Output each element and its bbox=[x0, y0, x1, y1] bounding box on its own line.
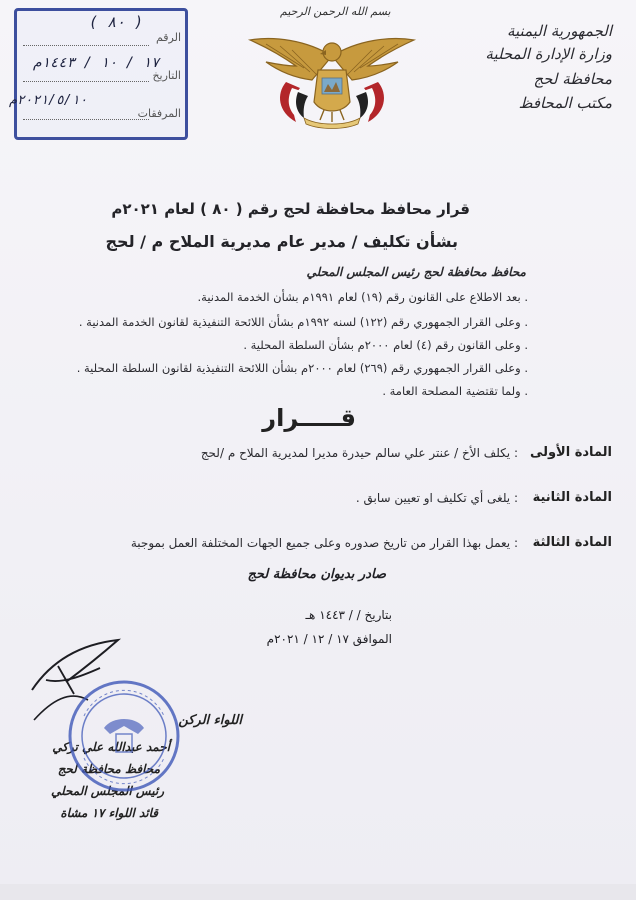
reference-box bbox=[9, 8, 188, 140]
preamble-line: . ولما تقتضية المصلحة العامة . bbox=[382, 384, 528, 398]
footer-bar bbox=[0, 884, 636, 900]
signatory-council: رئيس المجلس المحلي bbox=[50, 784, 164, 798]
preamble-line: . وعلى القانون رقم (٤) لعام ٢٠٠٠م بشأن السلطة المحلية . bbox=[243, 338, 528, 352]
signatory-name: أحمد عبدالله علي تركي bbox=[52, 740, 170, 754]
decision-title: قرار محافظ محافظة لحج رقم ( ٨٠ ) لعام ٢٠٢١م bbox=[111, 200, 470, 218]
ref-date-value: ١٧ / ١٠ / ١٤٤٣م bbox=[33, 55, 160, 71]
article-2-label: المادة الثانية bbox=[532, 490, 612, 505]
issuer-line-office: مكتب المحافظ bbox=[518, 94, 612, 112]
issuer-line-governorate: محافظة لحج bbox=[533, 70, 612, 88]
hijri-date: بتاريخ / / ١٤٤٣ هـ bbox=[305, 608, 392, 622]
article-3-label: المادة الثالثة bbox=[532, 535, 612, 550]
preamble-heading: محافظ محافظة لحج رئيس المجلس المحلي bbox=[306, 265, 526, 279]
article-3-text: : يعمل بهذا القرار من تاريخ صدوره وعلى جميع الجهات المختلفة العمل بموجبة bbox=[130, 536, 518, 550]
official-stamp-icon bbox=[64, 676, 184, 796]
yemen-eagle-emblem-icon bbox=[246, 22, 418, 134]
preamble-line: . بعد الاطلاع على القانون رقم (١٩) لعام ١٩٩١م بشأن الخدمة المدنية. bbox=[197, 290, 528, 304]
ref-dotted-line bbox=[23, 45, 149, 46]
gregorian-date: الموافق ١٧ / ١٢ / ٢٠٢١م bbox=[266, 632, 392, 646]
decision-word: قـــــرار bbox=[262, 404, 356, 432]
signatory-title: محافظ محافظة لحج bbox=[57, 762, 160, 776]
ref-greg-date-value: ٢٠٢١/٥/١٠م bbox=[9, 93, 88, 108]
preamble-line: . وعلى القرار الجمهوري رقم (٢٦٩) لعام ٢٠٠٠م بشأن اللائحة التنفيذية لقانون السلطة المحلية . bbox=[76, 361, 528, 375]
signatory-rank: اللواء الركن bbox=[178, 713, 242, 728]
ref-label-number: الرقم bbox=[155, 31, 181, 44]
preamble-line: . وعلى القرار الجمهوري رقم (١٢٢) لسنه ١٩٩٢م بشأن اللائحة التنفيذية لقانون الخدمة المدنية . bbox=[78, 315, 528, 329]
ref-number-value: ( ٨٠ ) bbox=[89, 13, 144, 31]
basmala: بسم الله الرحمن الرحيم bbox=[280, 5, 391, 18]
signatory-command: قائد اللواء ١٧ مشاة bbox=[60, 806, 158, 820]
issuer-line-ministry: وزارة الإدارة المحلية bbox=[485, 45, 612, 63]
article-2-text: : يلغى أي تكليف او تعيين سابق . bbox=[355, 491, 518, 505]
issuer-line-country: الجمهورية اليمنية bbox=[506, 22, 612, 40]
ref-label-date: التاريخ bbox=[152, 69, 181, 82]
article-1-text: : يكلف الأخ / عنتر علي سالم حيدرة مديرا لمديرية الملاح م /لحج bbox=[200, 446, 518, 460]
issued-at: صادر بديوان محافظة لحج bbox=[247, 567, 386, 582]
ref-label-attachments: المرفقات bbox=[137, 107, 181, 120]
ref-dotted-line bbox=[23, 81, 149, 82]
ref-dotted-line bbox=[23, 119, 149, 120]
decision-subject: بشأن تكليف / مدير عام مديرية الملاح م / لحج bbox=[105, 232, 458, 251]
article-1-label: المادة الأولى bbox=[529, 445, 612, 460]
